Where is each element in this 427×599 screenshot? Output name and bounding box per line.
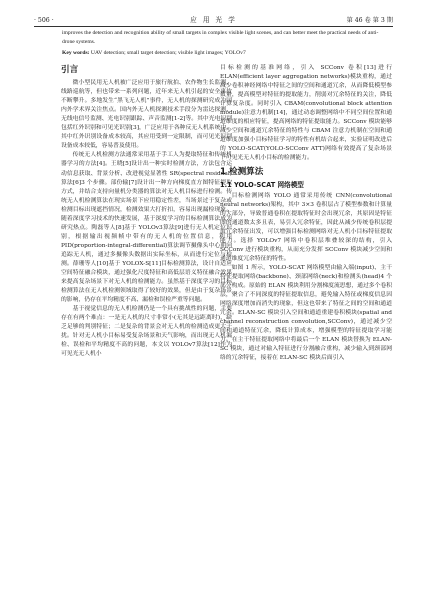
- running-header: [34, 10, 393, 27]
- section-heading-introduction: 引言: [61, 65, 79, 75]
- paragraph: 传统无人机检测方法通常采用基于手工人为提取特征和传统机器学习的方法[4]。王晓[5]设计出一种实时检测方法，方法包含运动信息获取、背景分析、改进视觉显著性 SR(spectral residual)算法[6]3 个步骤。部份输[7]设计出一种方向梯度直方图特征提取方式，并结合支持向量机分类器的算法对无人机目标进行检测。传统无人机检测算法在现实场景下应用稳定性差，当场景过于复杂或检测目标出现遮挡情况，检测效果大打折扣，容易出现漏检现象。随着深度学习技术的快速发展，基于深度学习的目标检测算法成为研究热点。陶磊等人[8]基于 YOLOv3算法[9]进行无人机定位识别，根据输出视频帧中带有的无人机的位置信息，利用PID(proportion-integral-differential)算法调节摄像头中心朝向追踪无人机，通过多摄像头数据出实际坐标，从而进行定位与检测。薛珊等人[10]基于 YOLOX-S[11]目标检测算法，设计自适应空间特征融合模块，通过强化尺度特征和高低层语义特征融合效果来提高复杂场景下对无人机的检测能力。虽然基于深度学习的目标检测算法在无人机检测领域取得了较好的效果，但是由于复杂场景的影响，仍存在平均精度不高、漏检和误检严重等问题。: [61, 152, 232, 304]
- journal-title: 应 用 光 学: [190, 16, 237, 24]
- abstract-text: improves the detection and recognition ability of small targets in complex visible light scenes, and can better meet the practical needs of anti-drone systems.: [62, 30, 379, 45]
- abstract-tail: [62, 29, 391, 58]
- paragraph: 如图 1 所示，YOLO-SCAT 网络模型由输入端(input)、主干特征提取网络(backbone)、颈部网络(neck)和检测头(head)4 个部分构成。原始的 ELAN 模块利用分割梯度流思想，通过多个卷积层，聚合了不同深度的特征提取信息，避免输入特征或梯度信息因网络深度增加而消失的现象，但这也带来了特征之间的空间和通道冗余。ELAN-SC 模块引入空间和通道重建卷积模块(spatial and channel reconstruction convolution,SCConv)，通过减少空间和通道特征冗余，降低计算成本，增强模型的特征提取学习能力。在主干特征提取网络中将最后一个 ELAN 模块替换为 ELAN-SC 模块，通过对输入特征进行分割融合重构，减少输入到颈部网络的冗余特征，接着在 ELAN-SC 模块后面引入: [220, 264, 392, 362]
- paragraph: 基于视觉信息的无人机检测仍是一个具有挑战性的问题，主要存在有两个难点：一是无人机的尺寸非常小(无其是远距离时)，缺乏足够的判别特征；二是复杂的背景会对无人机的检测造成更大干扰。针对无人机小目标易受复杂场景和天气影响，而出现无人机漏检、误检和平均精度不高的问题，本文以 YOLOv7算法[12]作为可见光无人机小: [61, 306, 232, 358]
- page-number: · 506 ·: [34, 17, 54, 24]
- right-column: [220, 64, 392, 364]
- section-heading-algorithm: 1 检测算法: [220, 166, 264, 177]
- paragraph: 微小型民用无人机被广泛应用于旅行航拍、农作物生长监测、线路巡航等，但也带来一系列问题，近年来无人机引起的安全事故不断攀升。多地发生“黑飞无人机”事件，无人机的探测研究成为国内外学术界关注焦点。国内外无人机探测技术手段分为雷达探测、无线电信号监测、光电识别跟踪、声音监测[1-2]等。其中光电识别包括红外识别和可见光识别[3]，广泛应用于各种反无人机系统中。其中红外识别设备成本较高，其应用受到一定限制，而可见光识别设备成本较低，容易普及使用。: [61, 80, 232, 150]
- left-column: [61, 64, 232, 360]
- keywords: [62, 49, 391, 58]
- issue-info: 第 46 卷 第 3 期: [346, 17, 393, 24]
- paragraph: 目标检测网络 YOLO 通常采用传统 CNN(convolutional neural networks)架构，其中 3×3 卷积层占了模型参数和计算量的大部分，导致普通卷积在提取特征时会出现冗余，其原因是特征图的通道数太多且表，易引入冗余特征，因此从减少传统卷积层提取冗余特征出发，可以增强目标检测网络对无人机小目标特征提取能力。选择 YOLOv7 网络中卷积层堆叠较深的结构，引入 SCConv 进行模块重构，从而充分发挥 SCConv 模块减少空间和通道维度冗余特征的特性。: [220, 192, 392, 262]
- paragraph: 目标检测的基准网络，引入 SCConv 卷积[13]进行 ELAN(efficient layer aggregation networks)模块重构，通过减少卷积神经网络中特征之间的空间和通道冗余，从而降低模型参数量，提高模型对特征的提取能力，削弱对冗余特征的关注，降低计算复杂度。同时引入 CBAM(convolutional block attention module)注意力机制[14]，通过动态调整网络中不同空间位置和通道维度的相应特征，提高网络的特征提取能力。SCConv 模块能够减少空间和通道冗余特征的特性与 CBAM 注意力机制在空间和通道维度加强小目标特征学习的特性有机结合起来，实验证明改进后的 YOLO-SCAT(YOLO-SCConv ATT)网络有效提高了复杂场景下可见光无人机小目标的检测能力。: [220, 65, 392, 162]
- keywords-text: UAV detection; small target detection; visible light images; YOLOv7: [89, 50, 246, 57]
- keywords-label: Key words:: [62, 50, 90, 57]
- subsection-heading: 1.1 YOLO-SCAT 网络模型: [220, 180, 304, 189]
